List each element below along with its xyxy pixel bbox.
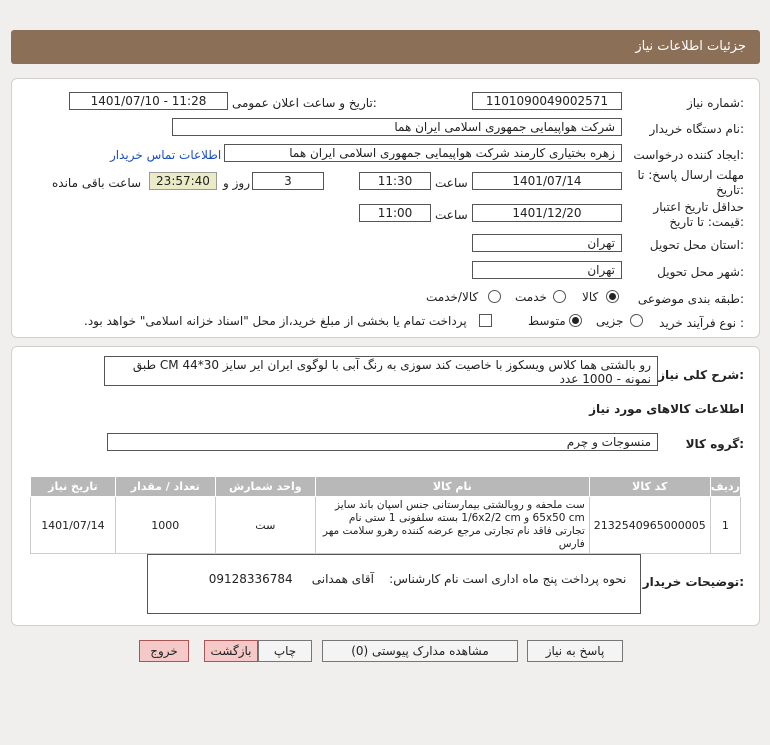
reply-button[interactable]: پاسخ به نیاز [527,640,623,662]
items-table [30,476,741,554]
page-header [11,30,760,64]
col-qty: تعداد / مقدار [115,477,215,497]
validity-label-2: قیمت: تا تاریخ: [669,215,744,229]
items-table-wrap [30,476,741,554]
process-radio-medium[interactable] [569,314,582,327]
print-button[interactable]: چاپ [258,640,312,662]
summary-text: رو بالشتی هما کلاس ویسکوز با خاصیت کند سوزی به رنگ آبی با لوگوی ایران ایر سایز 30*44 CM طبق نمونه - 1000 عدد [132,358,651,386]
days-field: 3 [252,172,324,190]
validity-date-field: 1401/12/20 [472,204,622,222]
page-title: جزئیات اطلاعات نیاز [635,39,746,54]
col-unit: واحد شمارش [215,477,315,497]
goods-group-label: گروه کالا: [685,437,744,451]
category-label: طبقه بندی موضوعی: [637,292,744,306]
deadline-label-2: تاریخ: [716,183,744,197]
category-option-service: خدمت [515,290,547,304]
category-radio-goods[interactable] [606,290,619,303]
remaining-time-field: 23:57:40 [149,172,217,190]
col-code: کد کالا [589,477,710,497]
process-label: نوع فرآیند خرید : [659,316,744,330]
back-button[interactable]: بازگشت [204,640,258,662]
process-option-minor: جزیی [596,314,624,328]
goods-info-title: اطلاعات کالاهای مورد نیاز [589,402,744,416]
table-header-row [31,477,741,497]
category-radio-service[interactable] [553,290,566,303]
row-date: 1401/07/14 [31,497,116,554]
announce-field [69,92,228,110]
category-option-goods: کالا [582,290,599,304]
city-label: شهر محل تحویل: [657,265,744,279]
deadline-label-1: مهلت ارسال پاسخ: تا [637,168,744,182]
goods-group-field: منسوجات و چرم [107,433,658,451]
announce-label: تاریخ و ساعت اعلان عمومی: [232,96,377,110]
buyer-contact-link[interactable]: اطلاعات تماس خریدار [110,148,222,162]
row-qty: 1000 [115,497,215,554]
category-radio-goods-service[interactable] [488,290,501,303]
requester-field: زهره بختیاری کارمند شرکت هواپیمایی جمهوری اسلامی ایران هما [224,144,622,162]
deadline-time-field: 11:30 [359,172,431,190]
category-option-goods-service: کالا/خدمت [426,290,479,304]
validity-time-label: ساعت [435,208,468,222]
buyer-org-label: نام دستگاه خریدار: [649,122,744,136]
remaining-label: ساعت باقی مانده [52,176,142,190]
row-index: 1 [710,497,740,554]
buyer-notes-field [147,554,641,614]
announce-value: 1401/07/10 - 11:28 [90,94,207,108]
deadline-date-field: 1401/07/14 [472,172,622,190]
city-field: تهران [472,261,622,279]
view-attachments-button[interactable]: مشاهده مدارک پیوستی (0) [322,640,518,662]
row-unit: ست [215,497,315,554]
process-radio-minor[interactable] [630,314,643,327]
summary-label: شرح کلی نیاز: [658,368,744,382]
exit-button[interactable]: خروج [139,640,189,662]
row-code: 2132540965000005 [589,497,710,554]
treasury-checkbox[interactable] [479,314,492,327]
table-row [31,497,741,554]
province-label: استان محل تحویل: [649,238,744,252]
validity-time-field: 11:00 [359,204,431,222]
province-field: تهران [472,234,622,252]
buyer-notes-text: نحوه پرداخت پنج ماه اداری است نام کارشناس: آقای همدانی 09128336784 [208,572,627,586]
need-number-field: 1101090049002571 [472,92,622,110]
row-name: ست ملحفه و روبالشتی بیمارستانی جنس اسپان باند سایز 65x50 cm و 1/6x2/2 cm بسته سلفونی 1 ستی نام تجارتی فاقد نام تجارتی مرجع عرضه کننده رهرو سلامت مهر فارس [315,497,589,554]
buyer-org-field: شرکت هواپیمایی جمهوری اسلامی ایران هما [172,118,622,136]
process-option-medium: متوسط [528,314,566,328]
days-label: روز و [223,176,250,190]
requester-label: ایجاد کننده درخواست: [633,148,744,162]
col-name: نام کالا [315,477,589,497]
need-number-label: شماره نیاز: [686,96,744,110]
col-index: ردیف [710,477,740,497]
col-date: تاریخ نیاز [31,477,116,497]
summary-field [104,356,658,386]
validity-label-1: حداقل تاریخ اعتبار [653,200,744,214]
buyer-notes-label: توضیحات خریدار: [642,575,744,589]
deadline-time-label: ساعت [435,176,468,190]
payment-note: پرداخت تمام یا بخشی از مبلغ خرید،از محل "اسناد خزانه اسلامی" خواهد بود. [84,314,467,328]
